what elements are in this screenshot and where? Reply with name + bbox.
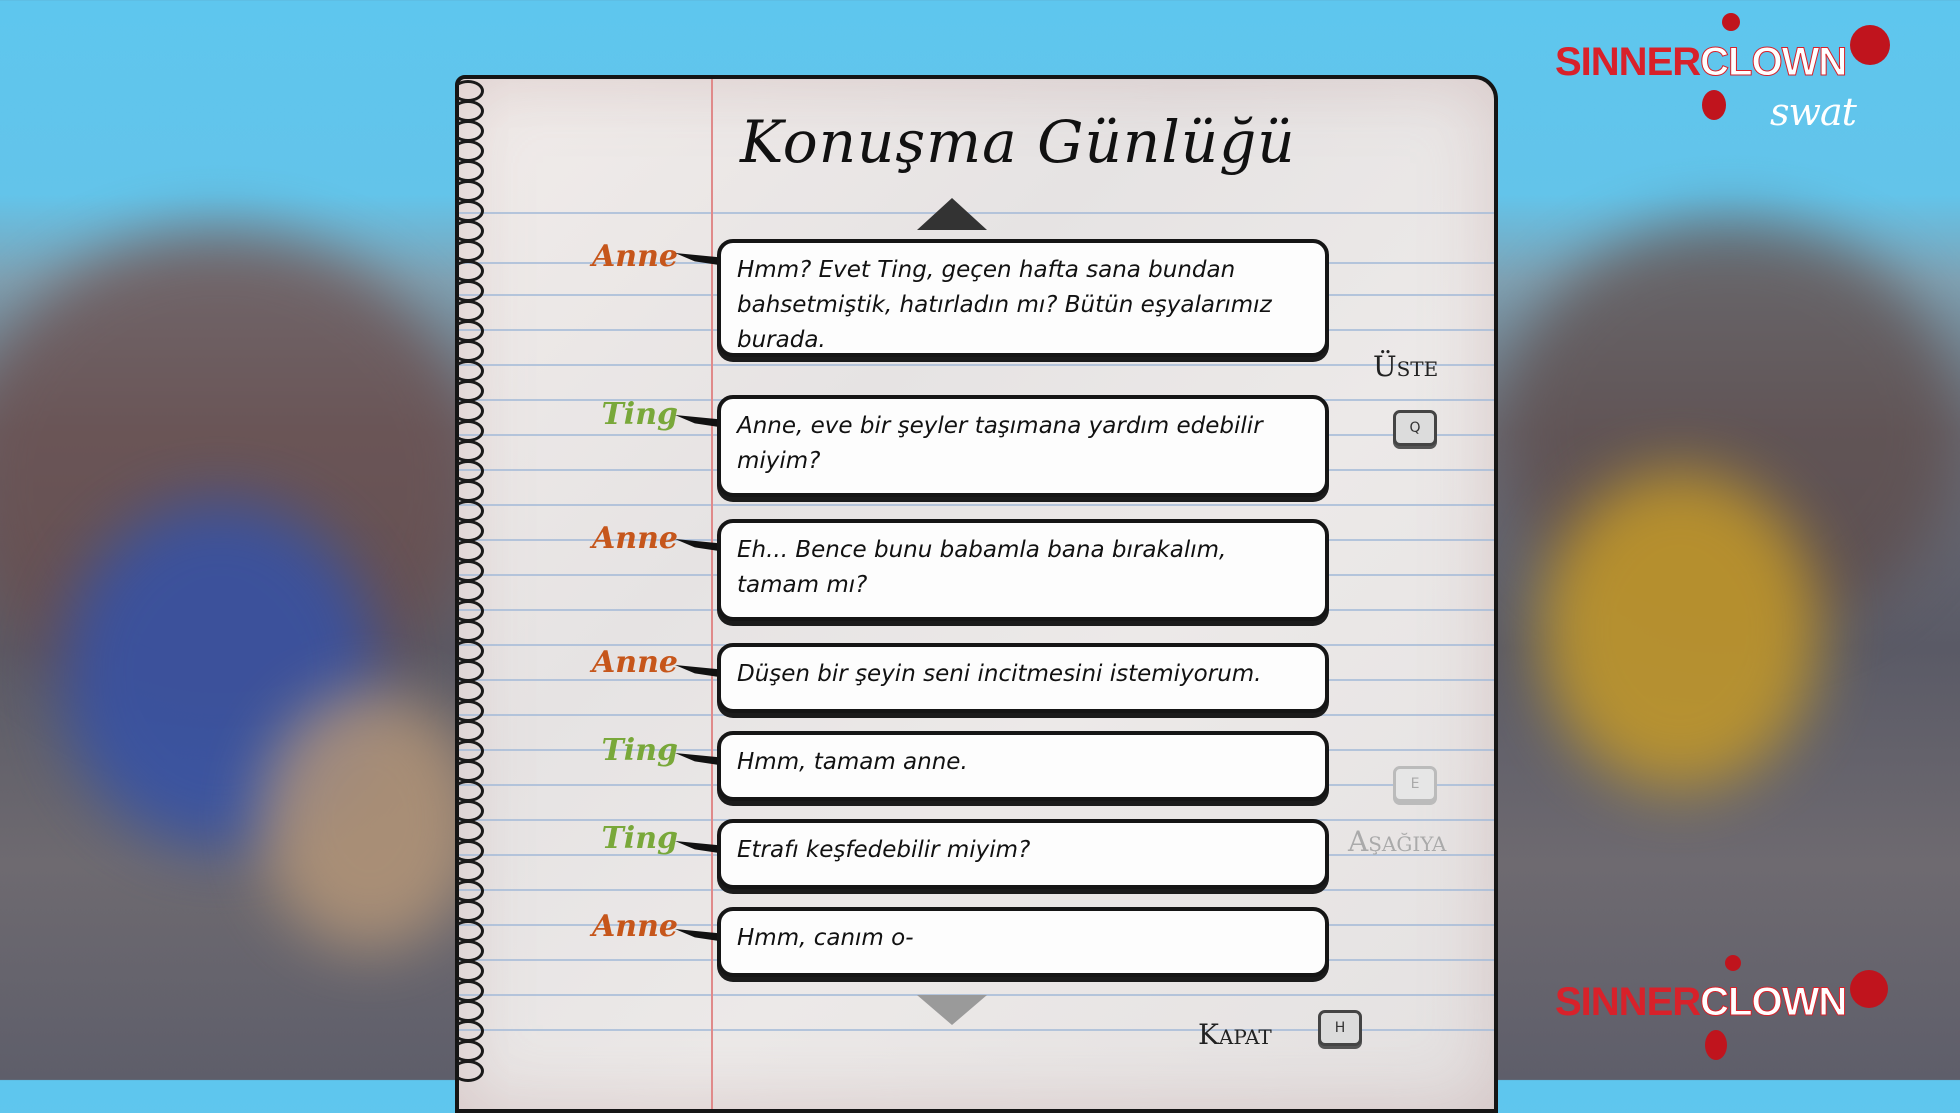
spiral-coil [452, 800, 484, 822]
key-q-icon[interactable]: Q [1393, 410, 1437, 446]
close-label[interactable]: Kapat [1198, 1018, 1272, 1051]
spiral-coil [452, 80, 484, 102]
scroll-down-arrow-icon[interactable] [917, 995, 987, 1025]
speaker-name: Anne [592, 645, 678, 680]
message-bubble: Hmm, canım o- [717, 907, 1329, 977]
spiral-coil [452, 900, 484, 922]
spiral-coil [452, 300, 484, 322]
speech-tail [675, 929, 719, 941]
spiral-coil [452, 560, 484, 582]
blood-splatter [1725, 955, 1741, 971]
spiral-coil [452, 200, 484, 222]
spiral-binding [452, 80, 486, 1080]
logo-sub: swat [1770, 90, 1856, 134]
spiral-coil [452, 220, 484, 242]
spiral-coil [452, 360, 484, 382]
spiral-coil [452, 460, 484, 482]
background-figure-yellow [1540, 470, 1820, 790]
speech-tail [675, 415, 719, 427]
message-bubble: Hmm, tamam anne. [717, 731, 1329, 801]
logo-part2: CLOWN [1700, 980, 1847, 1024]
spiral-coil [452, 540, 484, 562]
message-bubble: Düşen bir şeyin seni incitmesini istemiyorum. [717, 643, 1329, 713]
blood-splatter [1705, 1030, 1727, 1060]
speech-tail [675, 539, 719, 551]
spiral-coil [452, 340, 484, 362]
spiral-coil [452, 420, 484, 442]
spiral-coil [452, 820, 484, 842]
spiral-coil [452, 680, 484, 702]
spiral-coil [452, 640, 484, 662]
spiral-coil [452, 740, 484, 762]
sinnerclown-logo-bottom [1555, 980, 1846, 1025]
speech-tail [675, 665, 719, 677]
spiral-coil [452, 500, 484, 522]
scroll-up-arrow-icon[interactable] [917, 198, 987, 230]
spiral-coil [452, 100, 484, 122]
spiral-coil [452, 620, 484, 642]
message-bubble: Etrafı keşfedebilir miyim? [717, 819, 1329, 889]
spiral-coil [452, 140, 484, 162]
speech-tail [675, 841, 719, 853]
key-h-icon[interactable]: H [1318, 1010, 1362, 1046]
speaker-name: Ting [601, 397, 678, 432]
spiral-coil [452, 960, 484, 982]
speaker-name: Anne [592, 239, 678, 274]
spiral-coil [452, 320, 484, 342]
speaker-name: Ting [601, 733, 678, 768]
blood-splatter [1702, 90, 1726, 120]
background-box-left [260, 690, 480, 950]
speaker-name: Ting [601, 821, 678, 856]
blood-splatter [1850, 25, 1890, 65]
spiral-coil [452, 880, 484, 902]
speaker-name: Anne [592, 909, 678, 944]
speech-tail [675, 753, 719, 765]
spiral-coil [452, 1000, 484, 1022]
spiral-coil [452, 580, 484, 602]
spiral-coil [452, 380, 484, 402]
spiral-coil [452, 120, 484, 142]
spiral-coil [452, 1060, 484, 1082]
message-bubble: Anne, eve bir şeyler taşımana yardım edebilir miyim? [717, 395, 1329, 497]
message-bubble: Eh... Bence bunu babamla bana bırakalım, tamam mı? [717, 519, 1329, 621]
spiral-coil [452, 160, 484, 182]
page-title: Konuşma Günlüğü [740, 108, 1296, 176]
blood-splatter [1850, 970, 1888, 1008]
logo-part2: CLOWN [1700, 40, 1847, 84]
spiral-coil [452, 980, 484, 1002]
logo-part1: SINNER [1555, 980, 1701, 1024]
message-log[interactable] [520, 239, 1350, 985]
spiral-coil [452, 400, 484, 422]
spiral-coil [452, 280, 484, 302]
sinnerclown-swat-logo [1555, 40, 1856, 134]
spiral-coil [452, 860, 484, 882]
speaker-name: Anne [592, 521, 678, 556]
spiral-coil [452, 1040, 484, 1062]
spiral-coil [452, 920, 484, 942]
scroll-bottom-label[interactable]: Aşağıya [1348, 825, 1447, 858]
spiral-coil [452, 940, 484, 962]
spiral-coil [452, 840, 484, 862]
spiral-coil [452, 480, 484, 502]
spiral-coil [452, 600, 484, 622]
logo-part1: SINNER [1555, 40, 1701, 84]
spiral-coil [452, 180, 484, 202]
key-e-icon[interactable]: E [1393, 766, 1437, 802]
spiral-coil [452, 520, 484, 542]
blood-splatter [1722, 13, 1740, 31]
spiral-coil [452, 720, 484, 742]
spiral-coil [452, 760, 484, 782]
spiral-coil [452, 780, 484, 802]
message-bubble: Hmm? Evet Ting, geçen hafta sana bundan bahsetmiştik, hatırladın mı? Bütün eşyalarımız burada. [717, 239, 1329, 357]
spiral-coil [452, 660, 484, 682]
spiral-coil [452, 700, 484, 722]
scroll-top-label[interactable]: Üste [1373, 350, 1439, 383]
spiral-coil [452, 240, 484, 262]
spiral-coil [452, 440, 484, 462]
spiral-coil [452, 1020, 484, 1042]
spiral-coil [452, 260, 484, 282]
